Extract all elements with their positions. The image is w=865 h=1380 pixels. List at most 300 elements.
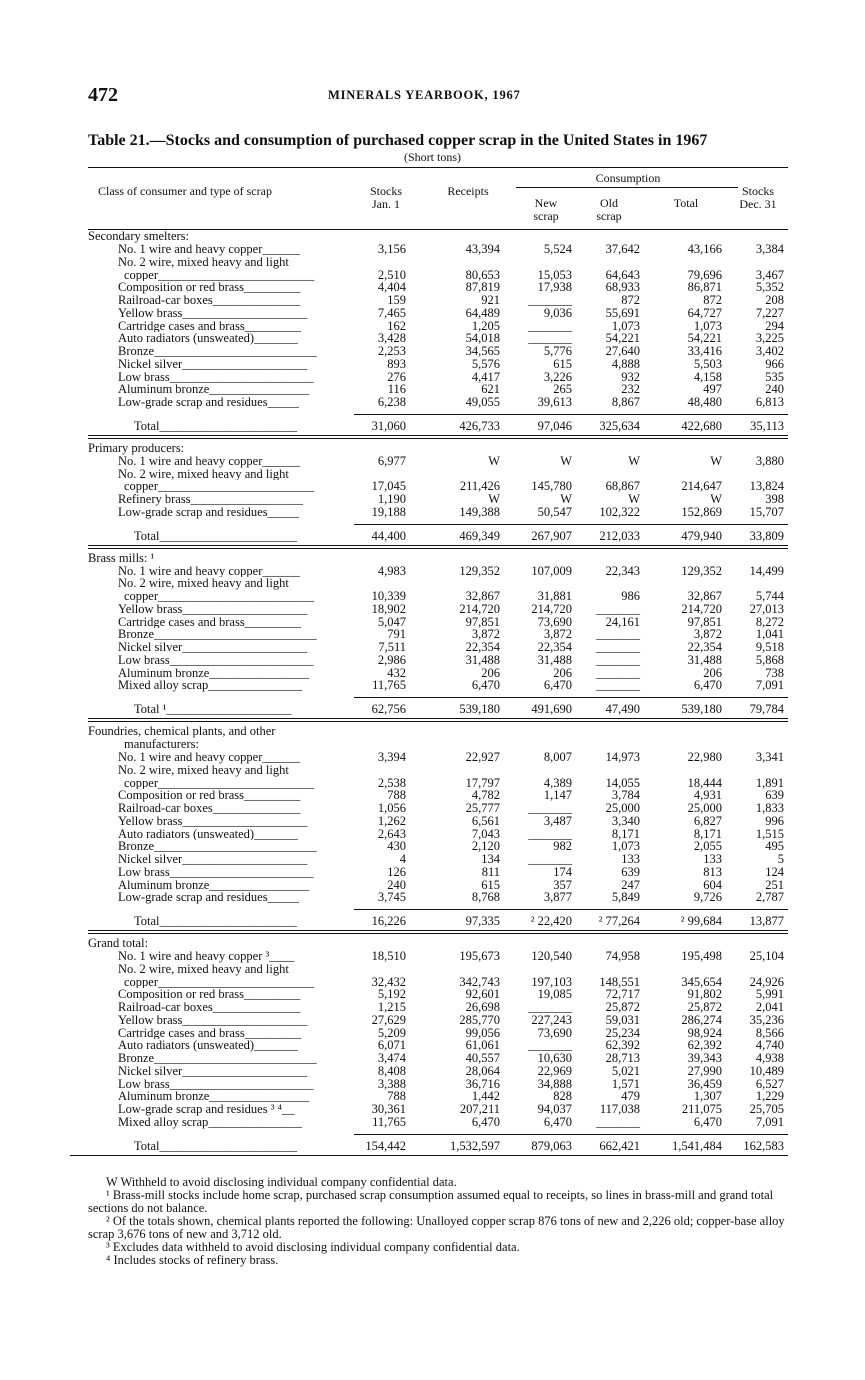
total-total: 422,680 <box>681 418 722 433</box>
cell-receipts: 6,470 <box>471 678 500 693</box>
cell-new-scrap: 120,540 <box>531 949 572 963</box>
cell-stocks-jan-1: 6,071 <box>377 1038 406 1053</box>
cell-receipts: 26,698 <box>465 1000 500 1014</box>
cell-old-scrap: 55,691 <box>605 305 640 320</box>
cell-receipts: 97,851 <box>465 614 500 629</box>
table-row <box>88 1027 788 1040</box>
cell-new-scrap: 50,547 <box>537 504 572 519</box>
total-total: 1,541,484 <box>672 1138 722 1153</box>
cell-receipts: 17,797 <box>465 775 500 790</box>
table-units: (Short tons) <box>404 150 461 164</box>
cell-stocks-dec-31: 3,467 <box>755 267 784 282</box>
cell-receipts: 206 <box>481 665 500 680</box>
section-heading-label: manufacturers: <box>124 738 199 751</box>
table-title: Table 21.—Stocks and consumption of purchased copper scrap in the United States in 1967 <box>88 132 708 149</box>
cell-new-scrap: 107,009 <box>531 563 572 578</box>
cell-total: 6,470 <box>693 678 722 693</box>
table-row <box>88 641 788 654</box>
total-stocks-jan-1: 31,060 <box>371 418 406 433</box>
cell-old-scrap: 3,340 <box>611 813 640 828</box>
sum-rule <box>354 1134 788 1135</box>
cell-new-scrap: 3,872 <box>543 627 572 642</box>
total-row <box>88 702 788 716</box>
total-row <box>88 419 788 433</box>
cell-stocks-jan-1: 3,388 <box>377 1076 406 1091</box>
cell-new-scrap: 5,776 <box>543 344 572 358</box>
cell-receipts: 5,576 <box>471 356 500 371</box>
row-label: Aluminum bronze________________ <box>118 383 310 396</box>
total-stocks-dec-31: 79,784 <box>749 702 784 716</box>
cell-receipts: 64,489 <box>465 305 500 320</box>
footnotes <box>88 1176 800 1267</box>
cell-old-scrap: 479 <box>621 1089 640 1104</box>
cell-receipts: 615 <box>481 877 500 892</box>
cell-total: 31,488 <box>687 652 722 667</box>
cell-old-scrap: 24,161 <box>605 614 640 629</box>
cell-total: 86,871 <box>687 280 722 295</box>
total-total: 539,180 <box>681 702 722 716</box>
cell-stocks-jan-1: 32,432 <box>371 974 406 989</box>
table-row <box>88 1078 788 1091</box>
col-stocks-dec-header: Stocks Dec. 31 <box>739 184 777 211</box>
cell-old-scrap: 1,073 <box>611 318 640 333</box>
cell-total: 1,073 <box>693 318 722 333</box>
table-row <box>88 891 788 904</box>
cell-receipts: 61,061 <box>465 1038 500 1053</box>
cell-total: 25,000 <box>687 801 722 815</box>
table-row <box>88 1116 788 1129</box>
row-label: Low-grade scrap and residues_____ <box>118 891 299 904</box>
total-receipts: 1,532,597 <box>450 1138 500 1153</box>
cell-old-scrap: 3,784 <box>611 788 640 803</box>
cell-total: 286,274 <box>681 1012 722 1027</box>
running-head: MINERALS YEARBOOK, 1967 <box>328 88 521 102</box>
cell-receipts: 22,354 <box>465 640 500 654</box>
cell-total: 206 <box>703 665 722 680</box>
cell-new-scrap: 4,389 <box>543 775 572 790</box>
col-total-header: Total <box>673 196 699 210</box>
table-row <box>88 493 788 506</box>
cell-new-scrap: W <box>560 453 572 468</box>
cell-new-scrap: 357 <box>553 877 572 892</box>
cell-old-scrap: 932 <box>621 369 640 384</box>
cell-stocks-dec-31: 13,824 <box>749 479 784 494</box>
cell-receipts: 92,601 <box>465 987 500 1002</box>
total-receipts: 97,335 <box>465 914 500 928</box>
cell-stocks-jan-1: 30,361 <box>371 1102 406 1116</box>
footnote-1: ¹ Brass-mill stocks include home scrap, purchased scrap consumption assumed equal to receipts, so lines in brass-mill and grand total sections do not balance. <box>88 1188 774 1215</box>
cell-new-scrap: 10,630 <box>537 1051 572 1065</box>
cell-total: 214,647 <box>681 479 722 494</box>
cell-total: 25,872 <box>687 1000 722 1014</box>
cell-old-scrap: 4,888 <box>611 356 640 371</box>
cell-total: W <box>710 453 722 468</box>
total-row <box>88 1139 788 1153</box>
cell-new-scrap: 6,470 <box>543 1114 572 1129</box>
table-row <box>88 988 788 1001</box>
row-label: copper_________________________ <box>124 480 315 493</box>
cell-new-scrap: 3,877 <box>543 890 572 905</box>
total-row <box>88 914 788 928</box>
cell-total: 91,802 <box>687 987 722 1002</box>
cell-stocks-dec-31: 14,499 <box>749 563 784 578</box>
table-header <box>88 170 788 228</box>
cell-old-scrap: 8,867 <box>611 395 640 409</box>
cell-stocks-jan-1: 240 <box>387 877 406 892</box>
sum-rule <box>354 524 788 525</box>
cell-stocks-jan-1: 18,510 <box>371 949 406 963</box>
row-label: Auto radiators (unsweated)_______ <box>118 1039 298 1052</box>
cell-stocks-jan-1: 5,192 <box>377 987 406 1002</box>
cell-total: 345,654 <box>681 974 722 989</box>
cell-stocks-dec-31: 24,926 <box>749 974 784 989</box>
total-new-scrap: 97,046 <box>537 418 572 433</box>
cell-old-scrap: 872 <box>621 293 640 307</box>
cell-receipts: 3,872 <box>471 627 500 642</box>
cell-new-scrap: 3,487 <box>543 813 572 828</box>
cell-stocks-dec-31: 4,938 <box>755 1051 784 1065</box>
cell-stocks-jan-1: 5,047 <box>377 614 406 629</box>
cell-old-scrap: 639 <box>621 864 640 879</box>
cell-receipts: 342,743 <box>459 974 500 989</box>
footnote-3: ³ Excludes data withheld to avoid disclosing individual company confidential data. <box>106 1240 520 1254</box>
table-row <box>88 963 788 976</box>
row-label: Yellow brass____________________ <box>118 306 308 320</box>
table-row <box>88 281 788 294</box>
page-header <box>88 84 795 108</box>
cell-stocks-jan-1: 6,977 <box>377 453 406 468</box>
cell-old-scrap: 8,171 <box>611 826 640 841</box>
table-row <box>88 455 788 468</box>
cell-stocks-jan-1: 276 <box>387 369 406 384</box>
cell-stocks-jan-1: 788 <box>387 788 406 803</box>
row-label: copper_________________________ <box>124 268 315 282</box>
cell-old-scrap: 62,392 <box>605 1038 640 1053</box>
cell-old-scrap: 5,021 <box>611 1063 640 1078</box>
cell-stocks-jan-1: 1,190 <box>377 492 406 506</box>
cell-total: 48,480 <box>687 395 722 409</box>
cell-stocks-jan-1: 3,474 <box>377 1051 406 1065</box>
cell-receipts: 134 <box>481 852 500 866</box>
cell-stocks-dec-31: 208 <box>765 293 784 307</box>
cell-stocks-dec-31: 3,880 <box>755 453 784 468</box>
cell-stocks-dec-31: 2,041 <box>755 1000 784 1014</box>
cell-total: 39,343 <box>687 1051 722 1065</box>
cell-old-scrap: 25,000 <box>605 801 640 815</box>
row-label: Composition or red brass_________ <box>118 789 301 802</box>
table-row <box>88 654 788 667</box>
cell-stocks-jan-1: 11,765 <box>372 1114 406 1129</box>
cell-new-scrap: 227,243 <box>531 1012 572 1027</box>
row-label: copper_________________________ <box>124 590 315 603</box>
cell-stocks-dec-31: 3,384 <box>755 242 784 256</box>
cell-total: W <box>710 492 722 506</box>
row-label: Low brass_______________________ <box>118 1077 314 1091</box>
col-receipts-header: Receipts <box>447 184 489 198</box>
table-row <box>88 616 788 629</box>
cell-new-scrap: 73,690 <box>537 614 572 629</box>
section-heading-label: Foundries, chemical plants, and other <box>88 725 276 738</box>
table-row <box>88 371 788 384</box>
cell-new-scrap: 174 <box>553 864 572 879</box>
cell-new-scrap: _______ <box>528 826 572 841</box>
row-label: Bronze__________________________ <box>118 1052 317 1065</box>
cell-new-scrap: 828 <box>553 1089 572 1104</box>
cell-stocks-jan-1: 116 <box>387 382 406 397</box>
cell-new-scrap: 214,720 <box>531 601 572 616</box>
cell-old-scrap: _______ <box>596 627 640 642</box>
cell-old-scrap: 1,073 <box>611 839 640 854</box>
cell-old-scrap: _______ <box>596 1114 640 1129</box>
cell-old-scrap: 28,713 <box>605 1051 640 1065</box>
cell-stocks-dec-31: 3,402 <box>755 344 784 358</box>
cell-old-scrap: 5,849 <box>611 890 640 905</box>
cell-old-scrap: 68,933 <box>605 280 640 295</box>
cell-receipts: 4,782 <box>471 788 500 803</box>
cell-stocks-jan-1: 27,629 <box>371 1012 406 1027</box>
cell-new-scrap: 982 <box>553 839 572 854</box>
row-label: Composition or red brass_________ <box>118 281 301 294</box>
section-heading-label: Primary producers: <box>88 441 185 455</box>
table-row <box>88 1103 788 1116</box>
total-label: Total______________________ <box>134 914 298 928</box>
sum-rule <box>354 414 788 415</box>
cell-old-scrap: 27,640 <box>605 344 640 358</box>
cell-total: 64,727 <box>687 305 722 320</box>
table-row <box>88 777 788 790</box>
cell-old-scrap: 37,642 <box>605 242 640 256</box>
cell-stocks-dec-31: 398 <box>765 492 784 506</box>
row-label: Bronze__________________________ <box>118 628 317 641</box>
cell-old-scrap: W <box>628 492 640 506</box>
total-stocks-jan-1: 16,226 <box>371 914 406 928</box>
cell-stocks-dec-31: 10,489 <box>749 1063 784 1078</box>
cell-stocks-dec-31: 5 <box>777 852 784 866</box>
cell-receipts: 8,768 <box>471 890 500 905</box>
table-row <box>88 628 788 641</box>
cell-total: 27,990 <box>687 1063 722 1078</box>
total-old-scrap: 662,421 <box>599 1138 640 1153</box>
cell-stocks-dec-31: 6,813 <box>755 395 784 409</box>
cell-stocks-dec-31: 7,091 <box>755 1114 784 1129</box>
cell-total: 97,851 <box>687 614 722 629</box>
cell-new-scrap: _______ <box>528 852 572 866</box>
cell-stocks-dec-31: 8,272 <box>755 614 784 629</box>
row-label: Aluminum bronze________________ <box>118 1090 310 1103</box>
cell-stocks-jan-1: 18,902 <box>371 601 406 616</box>
table-row <box>88 590 788 603</box>
cell-stocks-dec-31: 535 <box>765 369 784 384</box>
cell-new-scrap: 31,488 <box>537 652 572 667</box>
cell-old-scrap: 54,221 <box>605 331 640 346</box>
table-row <box>88 802 788 815</box>
cell-receipts: 1,205 <box>471 318 500 333</box>
cell-old-scrap: _______ <box>596 678 640 693</box>
col-stocks-jan-header: Stocks Jan. 1 <box>369 184 402 211</box>
cell-stocks-dec-31: 3,225 <box>755 331 784 346</box>
cell-stocks-dec-31: 738 <box>765 665 784 680</box>
cell-stocks-jan-1: 1,262 <box>377 813 406 828</box>
total-row <box>88 529 788 543</box>
footnote-w: W Withheld to avoid disclosing individual company confidential data. <box>106 1175 457 1189</box>
row-label: Bronze__________________________ <box>118 840 317 853</box>
total-label: Total______________________ <box>134 1138 298 1153</box>
cell-old-scrap: 25,872 <box>605 1000 640 1014</box>
total-new-scrap: ² 22,420 <box>530 914 572 928</box>
cell-total: 22,980 <box>687 750 722 764</box>
cell-total: 6,470 <box>693 1114 722 1129</box>
table-row <box>88 345 788 358</box>
table-row <box>88 1014 788 1027</box>
cell-new-scrap: 15,053 <box>537 267 572 282</box>
row-label: Low brass_______________________ <box>118 653 314 667</box>
table-row <box>88 976 788 989</box>
cell-stocks-jan-1: 11,765 <box>372 678 406 693</box>
row-label: Auto radiators (unsweated)_______ <box>118 332 298 345</box>
col-old-scrap-header: Old scrap <box>596 196 622 223</box>
cell-stocks-jan-1: 3,156 <box>377 242 406 256</box>
row-label: Mixed alloy scrap_______________ <box>118 1115 303 1129</box>
total-stocks-dec-31: 35,113 <box>750 418 784 433</box>
cell-total: 62,392 <box>687 1038 722 1053</box>
cell-total: 152,869 <box>681 504 722 519</box>
cell-receipts: 80,653 <box>465 267 500 282</box>
cell-total: 54,221 <box>687 331 722 346</box>
cell-new-scrap: _______ <box>528 331 572 346</box>
total-stocks-jan-1: 154,442 <box>365 1138 406 1153</box>
section-heading <box>88 230 788 243</box>
cell-new-scrap: 31,881 <box>537 589 572 603</box>
cell-stocks-dec-31: 294 <box>765 318 784 333</box>
cell-total: 9,726 <box>693 890 722 905</box>
row-label: Refinery brass__________________ <box>118 493 304 506</box>
table-row <box>88 383 788 396</box>
cell-old-scrap: 232 <box>621 382 640 397</box>
cell-stocks-dec-31: 15,707 <box>749 504 784 519</box>
cell-stocks-jan-1: 8,408 <box>377 1063 406 1078</box>
cell-receipts: 49,055 <box>465 395 500 409</box>
section-heading-label: Secondary smelters: <box>88 230 190 243</box>
table-row <box>88 751 788 764</box>
cell-stocks-dec-31: 495 <box>765 839 784 854</box>
cell-total: 6,827 <box>693 813 722 828</box>
sum-rule <box>354 909 788 910</box>
cell-stocks-dec-31: 7,227 <box>755 305 784 320</box>
row-label: Railroad-car boxes______________ <box>118 1001 301 1014</box>
cell-stocks-jan-1: 10,339 <box>371 589 406 603</box>
row-label: copper_________________________ <box>124 975 315 989</box>
total-stocks-dec-31: 162,583 <box>743 1138 784 1153</box>
cell-total: 211,075 <box>681 1102 722 1116</box>
page-number: 472 <box>88 84 118 106</box>
section-heading <box>88 552 788 565</box>
total-stocks-dec-31: 33,809 <box>749 528 784 543</box>
table-row <box>88 866 788 879</box>
row-label: Yellow brass____________________ <box>118 814 308 828</box>
cell-total: 2,055 <box>693 839 722 854</box>
cell-new-scrap: 5,524 <box>543 242 572 256</box>
cell-new-scrap: 34,888 <box>537 1076 572 1091</box>
cell-stocks-jan-1: 6,238 <box>377 395 406 409</box>
section-gap <box>88 543 788 552</box>
cell-old-scrap: 64,643 <box>605 267 640 282</box>
row-label: Nickel silver____________________ <box>118 853 308 866</box>
table-row <box>88 480 788 493</box>
table-row <box>88 320 788 333</box>
table-row <box>88 506 788 519</box>
table-row <box>88 565 788 578</box>
cell-receipts: 195,673 <box>459 949 500 963</box>
row-label: No. 2 wire, mixed heavy and light <box>118 763 289 777</box>
cell-receipts: 87,819 <box>465 280 500 295</box>
cell-total: 33,416 <box>687 344 722 358</box>
table-row <box>88 815 788 828</box>
cell-total: 18,444 <box>687 775 722 790</box>
cell-stocks-dec-31: 5,868 <box>755 652 784 667</box>
row-label: Low brass_______________________ <box>118 865 314 879</box>
cell-new-scrap: _______ <box>528 801 572 815</box>
cell-total: 4,158 <box>693 369 722 384</box>
cell-receipts: 25,777 <box>465 801 500 815</box>
cell-old-scrap: 25,234 <box>605 1025 640 1040</box>
cell-stocks-dec-31: 5,352 <box>755 280 784 295</box>
total-old-scrap: 212,033 <box>599 528 640 543</box>
cell-stocks-jan-1: 4 <box>399 852 406 866</box>
cell-stocks-jan-1: 4,404 <box>377 280 406 295</box>
cell-stocks-jan-1: 1,215 <box>377 1000 406 1014</box>
cell-stocks-jan-1: 17,045 <box>371 479 406 494</box>
cell-stocks-dec-31: 25,104 <box>749 949 784 963</box>
cell-receipts: 36,716 <box>465 1076 500 1091</box>
total-old-scrap: 325,634 <box>599 418 640 433</box>
row-label: Bronze__________________________ <box>118 345 317 358</box>
cell-receipts: 149,388 <box>459 504 500 519</box>
cell-stocks-dec-31: 1,891 <box>755 775 784 790</box>
cell-total: 195,498 <box>681 949 722 963</box>
col-class-header: Class of consumer and type of scrap <box>98 184 272 198</box>
cell-old-scrap: 14,973 <box>605 750 640 764</box>
table-row <box>88 358 788 371</box>
cell-old-scrap: 68,867 <box>605 479 640 494</box>
section-heading-label: Brass mills: ¹ <box>88 551 155 565</box>
total-stocks-dec-31: 13,877 <box>749 914 784 928</box>
cell-total: 813 <box>703 864 722 879</box>
cell-receipts: 43,394 <box>465 242 500 256</box>
cell-old-scrap: 72,717 <box>605 987 640 1002</box>
cell-receipts: 211,426 <box>459 479 500 494</box>
cell-stocks-dec-31: 7,091 <box>755 678 784 693</box>
cell-stocks-jan-1: 1,056 <box>377 801 406 815</box>
cell-stocks-dec-31: 5,744 <box>755 589 784 603</box>
row-label: Low brass_______________________ <box>118 370 314 384</box>
table-row <box>88 243 788 256</box>
cell-stocks-dec-31: 966 <box>765 356 784 371</box>
cell-old-scrap: 148,551 <box>599 974 640 989</box>
total-label: Total______________________ <box>134 528 298 543</box>
cell-stocks-jan-1: 2,643 <box>377 826 406 841</box>
cell-stocks-jan-1: 2,510 <box>377 267 406 282</box>
row-label: Cartridge cases and brass_________ <box>118 1026 301 1040</box>
cell-total: 497 <box>703 382 722 397</box>
cell-new-scrap: 206 <box>553 665 572 680</box>
cell-old-scrap: 14,055 <box>605 775 640 790</box>
table-row <box>88 256 788 269</box>
row-label: Aluminum bronze________________ <box>118 878 310 892</box>
cell-total: 32,867 <box>687 589 722 603</box>
cell-stocks-jan-1: 5,209 <box>377 1025 406 1040</box>
cell-old-scrap: 1,571 <box>611 1076 640 1091</box>
table-row <box>88 577 788 590</box>
